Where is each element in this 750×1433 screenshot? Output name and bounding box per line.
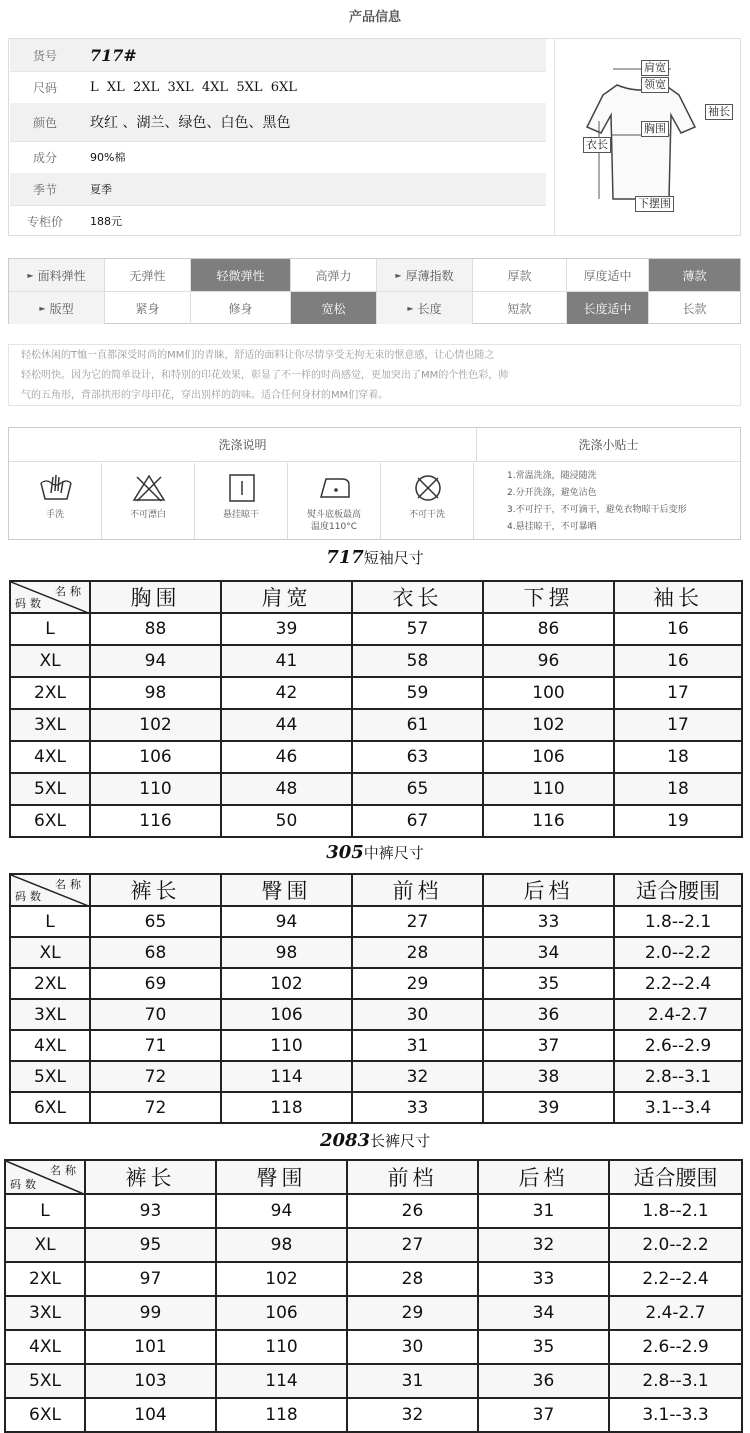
- attr-heading: ► 厚薄指数: [377, 259, 473, 291]
- measurement-cell: 44: [221, 709, 352, 741]
- product-description: [8, 344, 741, 406]
- product-info-panel: [8, 38, 741, 236]
- info-row-material: [10, 141, 546, 174]
- size-cell: 3XL: [10, 999, 90, 1030]
- measurement-cell: 36: [483, 999, 614, 1030]
- measurement-cell: 70: [90, 999, 221, 1030]
- measurement-cell: 94: [221, 906, 352, 937]
- info-label: 尺码: [32, 80, 57, 95]
- size-cell: 5XL: [10, 773, 90, 805]
- attr-option-selected: 轻微弹性: [191, 259, 291, 291]
- desc-line: 气的五角形，背部拱形的字母印花，穿出别样的韵味。适合任何身材的MM们穿着。: [21, 390, 389, 401]
- measurement-cell: 27: [352, 906, 483, 937]
- size-cell: 3XL: [10, 709, 90, 741]
- corner-label-size: 码数: [10, 1178, 40, 1191]
- measurement-cell: 2.4-2.7: [609, 1296, 742, 1330]
- measurement-cell: 28: [352, 937, 483, 968]
- measurement-cell: 68: [90, 937, 221, 968]
- measurement-cell: 71: [90, 1030, 221, 1061]
- wash-label: 不可干洗: [408, 510, 445, 520]
- measurement-cell: 93: [85, 1194, 216, 1228]
- measurement-cell: 116: [90, 805, 221, 837]
- measurement-cell: 30: [347, 1330, 478, 1364]
- column-header: 肩宽: [221, 581, 352, 613]
- measurement-cell: 65: [90, 906, 221, 937]
- measurement-cell: 27: [347, 1228, 478, 1262]
- size-cell: 2XL: [10, 677, 90, 709]
- size-cell: 3XL: [5, 1296, 85, 1330]
- attr-option-selected: 宽松: [291, 292, 377, 324]
- wash-item: [9, 463, 102, 539]
- measurement-cell: 58: [352, 645, 483, 677]
- measurement-cell: 102: [483, 709, 614, 741]
- table-row: [10, 677, 742, 709]
- corner-label-size: 码数: [15, 597, 45, 610]
- measurement-cell: 39: [483, 1092, 614, 1123]
- info-row-sizes: [10, 71, 546, 104]
- wash-tip: 2.分开洗涤，避免沾色: [507, 488, 597, 498]
- measurement-cell: 2.8--3.1: [609, 1364, 742, 1398]
- measurement-cell: 38: [483, 1061, 614, 1092]
- table-row: [10, 741, 742, 773]
- measurement-cell: 31: [347, 1364, 478, 1398]
- measurement-cell: 29: [347, 1296, 478, 1330]
- wash-tip: 1.常温洗涤，随浸随洗: [507, 471, 597, 481]
- measurement-cell: 37: [483, 1030, 614, 1061]
- measurement-cell: 1.8--2.1: [609, 1194, 742, 1228]
- measurement-cell: 103: [85, 1364, 216, 1398]
- measurement-cell: 100: [483, 677, 614, 709]
- size-table: [4, 1159, 743, 1433]
- measurement-cell: 19: [614, 805, 742, 837]
- measurement-cell: 69: [90, 968, 221, 999]
- attr-option-selected: 薄款: [649, 259, 740, 291]
- table-row: [10, 999, 742, 1030]
- attr-heading: ► 长度: [377, 292, 473, 324]
- column-header: 臀围: [216, 1160, 347, 1194]
- size-cell: 5XL: [10, 1061, 90, 1092]
- measurement-cell: 42: [221, 677, 352, 709]
- column-header: 后档: [478, 1160, 609, 1194]
- measurement-cell: 41: [221, 645, 352, 677]
- measurement-cell: 18: [614, 773, 742, 805]
- measurement-cell: 37: [478, 1398, 609, 1432]
- table-corner: [10, 581, 90, 613]
- measurement-cell: 110: [221, 1030, 352, 1061]
- table-row: [5, 1296, 742, 1330]
- desc-line: 轻松明快。因为它的简单设计，和特别的印花效果，彰显了不一样的时尚感觉，更加突出了MM的个性色彩，帅: [21, 370, 509, 381]
- measurement-cell: 35: [478, 1330, 609, 1364]
- measurement-cell: 48: [221, 773, 352, 805]
- measurement-cell: 2.6--2.9: [614, 1030, 742, 1061]
- measurement-cell: 88: [90, 613, 221, 645]
- measurement-cell: 17: [614, 709, 742, 741]
- wash-item: [195, 463, 288, 539]
- info-label: 成分: [32, 150, 57, 165]
- measurement-cell: 86: [483, 613, 614, 645]
- info-value: 夏季: [90, 183, 112, 196]
- info-value: 717#: [90, 45, 137, 65]
- info-label: 货号: [32, 48, 57, 63]
- measurement-cell: 110: [483, 773, 614, 805]
- attr-option-selected: 长度适中: [567, 292, 649, 324]
- measurement-cell: 98: [216, 1228, 347, 1262]
- column-header: 裤长: [90, 874, 221, 906]
- info-row-colors: [10, 103, 546, 142]
- size-table-title: 305中裤尺寸: [326, 842, 424, 863]
- column-header: 适合腰围: [609, 1160, 742, 1194]
- measurement-cell: 16: [614, 645, 742, 677]
- wash-label: 熨斗底板最高 温度110°C: [306, 510, 361, 532]
- table-row: [10, 937, 742, 968]
- length-label: 衣长: [583, 137, 611, 153]
- size-cell: XL: [10, 937, 90, 968]
- measurement-cell: 63: [352, 741, 483, 773]
- shoulder-label: 肩宽: [641, 60, 669, 76]
- measurement-cell: 50: [221, 805, 352, 837]
- measurement-cell: 102: [216, 1262, 347, 1296]
- table-row: [10, 968, 742, 999]
- table-row: [10, 1092, 742, 1123]
- measurement-cell: 2.2--2.4: [614, 968, 742, 999]
- measurement-cell: 72: [90, 1061, 221, 1092]
- measurement-cell: 30: [352, 999, 483, 1030]
- table-row: [10, 1061, 742, 1092]
- measurement-cell: 118: [221, 1092, 352, 1123]
- table-row: [10, 1030, 742, 1061]
- measurement-cell: 67: [352, 805, 483, 837]
- measurement-cell: 33: [483, 906, 614, 937]
- table-row: [5, 1398, 742, 1432]
- hem-label: 下摆围: [635, 196, 674, 212]
- measurement-cell: 106: [221, 999, 352, 1030]
- washing-instructions: [8, 427, 741, 540]
- measurement-cell: 99: [85, 1296, 216, 1330]
- info-value: L XL 2XL 3XL 4XL 5XL 6XL: [90, 79, 297, 95]
- size-cell: L: [10, 906, 90, 937]
- measurement-cell: 72: [90, 1092, 221, 1123]
- measurement-cell: 114: [216, 1364, 347, 1398]
- table-row: [10, 709, 742, 741]
- measurement-cell: 32: [347, 1398, 478, 1432]
- measurement-cell: 114: [221, 1061, 352, 1092]
- column-header: 衣长: [352, 581, 483, 613]
- attr-option: 高弹力: [291, 259, 377, 291]
- wash-tips: [507, 468, 687, 536]
- table-corner: [5, 1160, 85, 1194]
- attr-option: 无弹性: [105, 259, 191, 291]
- measurement-cell: 106: [483, 741, 614, 773]
- measurement-cell: 32: [478, 1228, 609, 1262]
- wash-item: [288, 463, 381, 539]
- attr-option: 紧身: [105, 292, 191, 324]
- measurement-cell: 29: [352, 968, 483, 999]
- measurement-cell: 97: [85, 1262, 216, 1296]
- measurement-cell: 2.0--2.2: [614, 937, 742, 968]
- info-row-item-number: [10, 39, 546, 72]
- attr-option: 长款: [682, 301, 707, 316]
- wash-label: 悬挂晾干: [222, 510, 259, 520]
- measurement-cell: 33: [352, 1092, 483, 1123]
- measurement-cell: 57: [352, 613, 483, 645]
- attr-option: 厚度适中: [567, 259, 649, 291]
- measurement-cell: 65: [352, 773, 483, 805]
- column-header: 袖长: [614, 581, 742, 613]
- hang-dry-icon: [225, 473, 259, 503]
- size-cell: 6XL: [10, 805, 90, 837]
- measurement-cell: 116: [483, 805, 614, 837]
- info-label: 颜色: [32, 115, 57, 130]
- measurement-cell: 3.1--3.4: [614, 1092, 742, 1123]
- size-table: [9, 873, 743, 1124]
- measurement-cell: 3.1--3.3: [609, 1398, 742, 1432]
- wash-item: [381, 463, 474, 539]
- measurement-cell: 118: [216, 1398, 347, 1432]
- measurement-cell: 2.2--2.4: [609, 1262, 742, 1296]
- corner-label-name: 名称: [50, 1164, 80, 1177]
- measurement-cell: 2.4-2.7: [614, 999, 742, 1030]
- column-header: 前档: [347, 1160, 478, 1194]
- chest-label: 胸围: [641, 121, 669, 137]
- table-corner: [10, 874, 90, 906]
- measurement-cell: 102: [90, 709, 221, 741]
- measurement-cell: 18: [614, 741, 742, 773]
- no-bleach-icon: [132, 473, 166, 503]
- measurement-cell: 2.8--3.1: [614, 1061, 742, 1092]
- measurement-cell: 46: [221, 741, 352, 773]
- info-row-season: [10, 173, 546, 206]
- attr-option: 修身: [191, 292, 291, 324]
- table-row: [10, 773, 742, 805]
- no-dry-clean-icon: [411, 473, 445, 503]
- measurement-cell: 39: [221, 613, 352, 645]
- measurement-cell: 31: [352, 1030, 483, 1061]
- measurement-cell: 17: [614, 677, 742, 709]
- size-cell: L: [10, 613, 90, 645]
- iron-icon: [318, 473, 352, 503]
- attr-option: 短款: [473, 292, 567, 324]
- measurement-cell: 2.6--2.9: [609, 1330, 742, 1364]
- measurement-cell: 94: [90, 645, 221, 677]
- measurement-cell: 31: [478, 1194, 609, 1228]
- corner-label-name: 名称: [55, 585, 85, 598]
- measurement-cell: 104: [85, 1398, 216, 1432]
- tshirt-measurement-diagram: [554, 39, 741, 235]
- measurement-cell: 34: [478, 1296, 609, 1330]
- table-row: [5, 1364, 742, 1398]
- measurement-cell: 36: [478, 1364, 609, 1398]
- fabric-attributes-table: [8, 258, 741, 324]
- table-row: [10, 613, 742, 645]
- attr-heading: ► 版型: [9, 292, 105, 324]
- table-row: [5, 1228, 742, 1262]
- measurement-cell: 106: [90, 741, 221, 773]
- measurement-cell: 32: [352, 1061, 483, 1092]
- measurement-cell: 110: [216, 1330, 347, 1364]
- wash-title: 洗涤说明: [9, 428, 477, 462]
- measurement-cell: 1.8--2.1: [614, 906, 742, 937]
- size-cell: XL: [5, 1228, 85, 1262]
- measurement-cell: 16: [614, 613, 742, 645]
- measurement-cell: 106: [216, 1296, 347, 1330]
- wash-tip: 4.悬挂晾干，不可暴晒: [507, 522, 597, 532]
- column-header: 臀围: [221, 874, 352, 906]
- column-header: 前档: [352, 874, 483, 906]
- measurement-cell: 94: [216, 1194, 347, 1228]
- measurement-cell: 102: [221, 968, 352, 999]
- table-row: [10, 805, 742, 837]
- measurement-cell: 98: [90, 677, 221, 709]
- measurement-cell: 26: [347, 1194, 478, 1228]
- desc-line: 轻松休闲的T恤一直都深受时尚的MM们的青睐，舒适的面料让你尽情享受无拘无束的惬意感，让心情也随之: [21, 350, 495, 361]
- info-value: 90%棉: [90, 151, 126, 164]
- size-cell: 5XL: [5, 1364, 85, 1398]
- size-cell: 2XL: [5, 1262, 85, 1296]
- measurement-cell: 61: [352, 709, 483, 741]
- attr-option: 厚款: [473, 259, 567, 291]
- hand-wash-icon: [39, 473, 73, 503]
- table-row: [10, 906, 742, 937]
- size-table-title: 2083长裤尺寸: [319, 1130, 431, 1151]
- measurement-cell: 96: [483, 645, 614, 677]
- size-cell: 6XL: [5, 1398, 85, 1432]
- column-header: 适合腰围: [614, 874, 742, 906]
- size-cell: XL: [10, 645, 90, 677]
- wash-label: 手洗: [45, 510, 64, 520]
- info-value: 玫红 、湖兰、绿色、白色、黑色: [90, 115, 291, 131]
- size-cell: 4XL: [10, 741, 90, 773]
- neck-label: 领宽: [641, 77, 669, 93]
- measurement-cell: 101: [85, 1330, 216, 1364]
- measurement-cell: 95: [85, 1228, 216, 1262]
- table-row: [5, 1194, 742, 1228]
- measurement-cell: 34: [483, 937, 614, 968]
- table-row: [5, 1262, 742, 1296]
- size-cell: 4XL: [5, 1330, 85, 1364]
- wash-tip: 3.不可拧干，不可滴干，避免衣物晾干后变形: [507, 505, 687, 515]
- page-title: 产品信息: [348, 10, 401, 25]
- info-label: 专柜价: [26, 214, 63, 229]
- corner-label-name: 名称: [55, 878, 85, 891]
- measurement-cell: 59: [352, 677, 483, 709]
- sleeve-label: 袖长: [705, 104, 733, 120]
- size-table-title: 717短袖尺寸: [326, 547, 424, 568]
- info-value: 188元: [90, 215, 122, 228]
- wash-label: 不可漂白: [129, 510, 166, 520]
- measurement-cell: 98: [221, 937, 352, 968]
- column-header: 后档: [483, 874, 614, 906]
- table-row: [5, 1330, 742, 1364]
- wash-item: [102, 463, 195, 539]
- measurement-cell: 110: [90, 773, 221, 805]
- info-row-price: [10, 205, 546, 237]
- attr-heading: ► 面料弹性: [9, 259, 105, 291]
- column-header: 裤长: [85, 1160, 216, 1194]
- measurement-cell: 28: [347, 1262, 478, 1296]
- corner-label-size: 码数: [15, 890, 45, 903]
- size-cell: L: [5, 1194, 85, 1228]
- size-table: [9, 580, 743, 838]
- measurement-cell: 2.0--2.2: [609, 1228, 742, 1262]
- measurement-cell: 33: [478, 1262, 609, 1296]
- measurement-cell: 35: [483, 968, 614, 999]
- size-cell: 6XL: [10, 1092, 90, 1123]
- column-header: 下摆: [483, 581, 614, 613]
- table-row: [10, 645, 742, 677]
- column-header: 胸围: [90, 581, 221, 613]
- size-cell: 2XL: [10, 968, 90, 999]
- info-label: 季节: [32, 182, 57, 197]
- size-cell: 4XL: [10, 1030, 90, 1061]
- wash-tips-title: 洗涤小贴士: [477, 428, 740, 462]
